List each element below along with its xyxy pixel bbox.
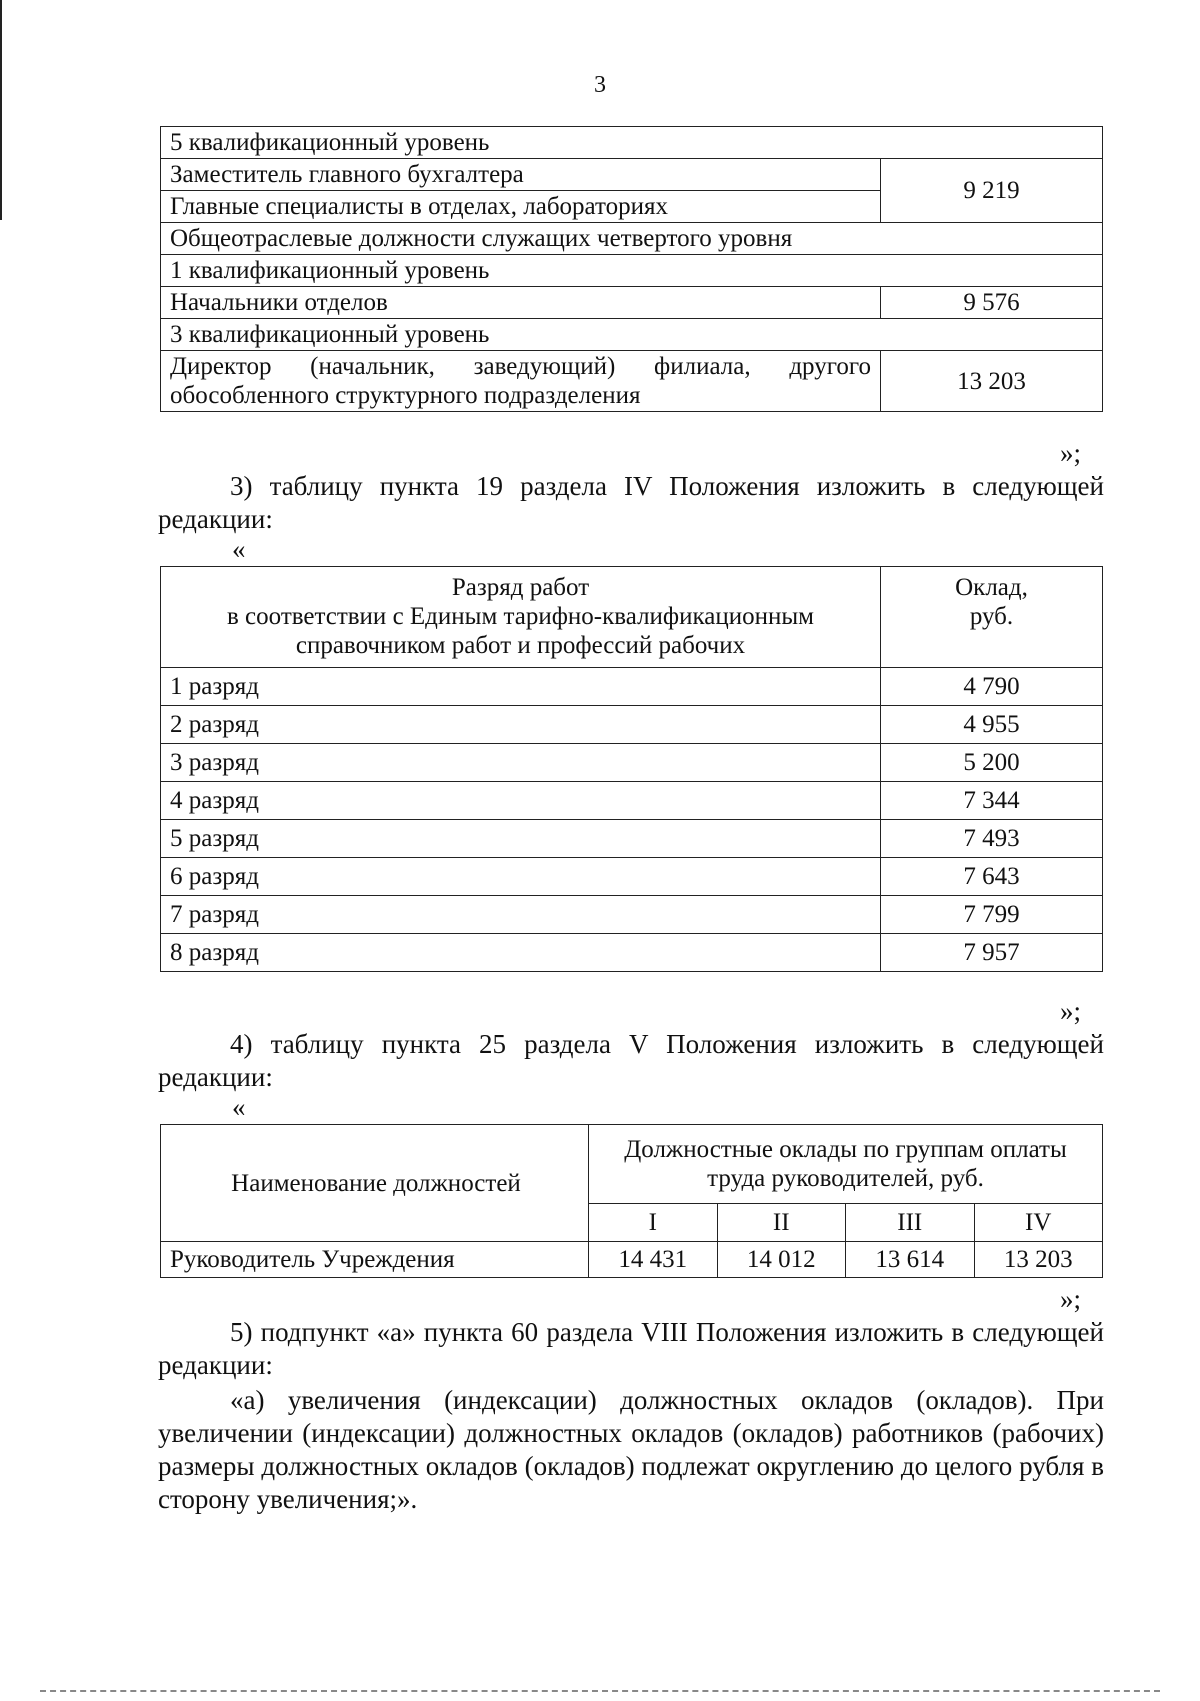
table-row — [161, 782, 1103, 820]
table-row — [161, 896, 1103, 934]
paragraph-5: 5) подпункт «а» пункта 60 раздела VIII Положения изложить в следующей редакции: — [158, 1317, 1104, 1380]
section-cell: 3 квалификационный уровень — [161, 319, 1103, 351]
salary-cell: 13 203 — [974, 1242, 1103, 1278]
header-line: в соответствии с Единым тарифно-квалификационным — [227, 603, 814, 630]
group-cell: II — [717, 1204, 846, 1242]
table-row — [161, 255, 1103, 287]
table-work-grades — [160, 566, 1103, 972]
table-header-row — [161, 1125, 1103, 1204]
position-cell: Директор (начальник, заведующий) филиала, другого обособленного структурного подразделения — [161, 351, 881, 412]
salary-cell: 7 344 — [881, 782, 1103, 820]
header-salary-cell — [881, 567, 1103, 668]
header-line: Разряд работ — [451, 574, 590, 601]
closing-quote: »; — [1060, 438, 1082, 468]
header-line: Оклад, — [955, 574, 1028, 601]
grade-cell: 6 разряд — [161, 858, 881, 896]
grade-cell: 5 разряд — [161, 820, 881, 858]
table-row — [161, 223, 1103, 255]
position-cell: Начальники отделов — [161, 287, 881, 319]
salary-cell: 4 955 — [881, 706, 1103, 744]
opening-quote: « — [232, 1092, 246, 1122]
salary-cell: 13 614 — [846, 1242, 975, 1278]
closing-quote: »; — [1060, 996, 1082, 1026]
salary-cell: 14 431 — [589, 1242, 718, 1278]
paragraph-3: 3) таблицу пункта 19 раздела IV Положения изложить в следующей редакции: — [158, 471, 1104, 534]
grade-cell: 4 разряд — [161, 782, 881, 820]
table-row — [161, 820, 1103, 858]
section-cell: 1 квалификационный уровень — [161, 255, 1103, 287]
table-row — [161, 159, 1103, 191]
paragraph-6: «а) увеличения (индексации) должностных окладов (окладов). При увеличении (индексации) должностных окладов (окладов) работников (рабочих) размеры должностных окладов (окладов) подлежат округлению до целого рубля в сторону увеличения;». — [158, 1385, 1104, 1514]
group-cell: III — [846, 1204, 975, 1242]
opening-quote: « — [232, 534, 246, 564]
grade-cell: 3 разряд — [161, 744, 881, 782]
table-row — [161, 744, 1103, 782]
salary-cell: 7 493 — [881, 820, 1103, 858]
group-cell: I — [589, 1204, 718, 1242]
salary-cell: 7 957 — [881, 934, 1103, 972]
table-header-row — [161, 567, 1103, 668]
page-number: 3 — [594, 72, 606, 98]
grade-cell: 1 разряд — [161, 668, 881, 706]
salary-cell: 13 203 — [881, 351, 1103, 412]
salary-cell: 9 576 — [881, 287, 1103, 319]
header-group-cell: Должностные оклады по группам оплаты труда руководителей, руб. — [589, 1125, 1103, 1204]
salary-cell: 14 012 — [717, 1242, 846, 1278]
salary-cell: 9 219 — [881, 159, 1103, 223]
table-head-salaries — [160, 1124, 1103, 1278]
grade-cell: 7 разряд — [161, 896, 881, 934]
header-name-cell: Наименование должностей — [161, 1125, 589, 1242]
position-cell: Руководитель Учреждения — [161, 1242, 589, 1278]
closing-quote: »; — [1060, 1284, 1082, 1314]
table-row — [161, 706, 1103, 744]
table-row — [161, 351, 1103, 412]
header-grade-cell — [161, 567, 881, 668]
salary-cell: 5 200 — [881, 744, 1103, 782]
salary-cell: 7 643 — [881, 858, 1103, 896]
scan-bottom-edge — [40, 1690, 1160, 1694]
header-line: руб. — [969, 603, 1014, 630]
position-cell: Главные специалисты в отделах, лабораториях — [161, 191, 881, 223]
table-row — [161, 287, 1103, 319]
table-row — [161, 934, 1103, 972]
table-row — [161, 319, 1103, 351]
scan-edge-line — [0, 0, 2, 220]
table-row — [161, 858, 1103, 896]
salary-cell: 7 799 — [881, 896, 1103, 934]
position-cell: Заместитель главного бухгалтера — [161, 159, 881, 191]
table-qualification-levels — [160, 126, 1103, 412]
header-line: справочником работ и профессий рабочих — [295, 632, 746, 659]
table-row — [161, 127, 1103, 159]
table-row — [161, 668, 1103, 706]
section-cell: Общеотраслевые должности служащих четвертого уровня — [161, 223, 1103, 255]
grade-cell: 2 разряд — [161, 706, 881, 744]
section-cell: 5 квалификационный уровень — [161, 127, 1103, 159]
group-cell: IV — [974, 1204, 1103, 1242]
paragraph-4: 4) таблицу пункта 25 раздела V Положения изложить в следующей редакции: — [158, 1029, 1104, 1092]
table-row — [161, 1242, 1103, 1278]
salary-cell: 4 790 — [881, 668, 1103, 706]
grade-cell: 8 разряд — [161, 934, 881, 972]
